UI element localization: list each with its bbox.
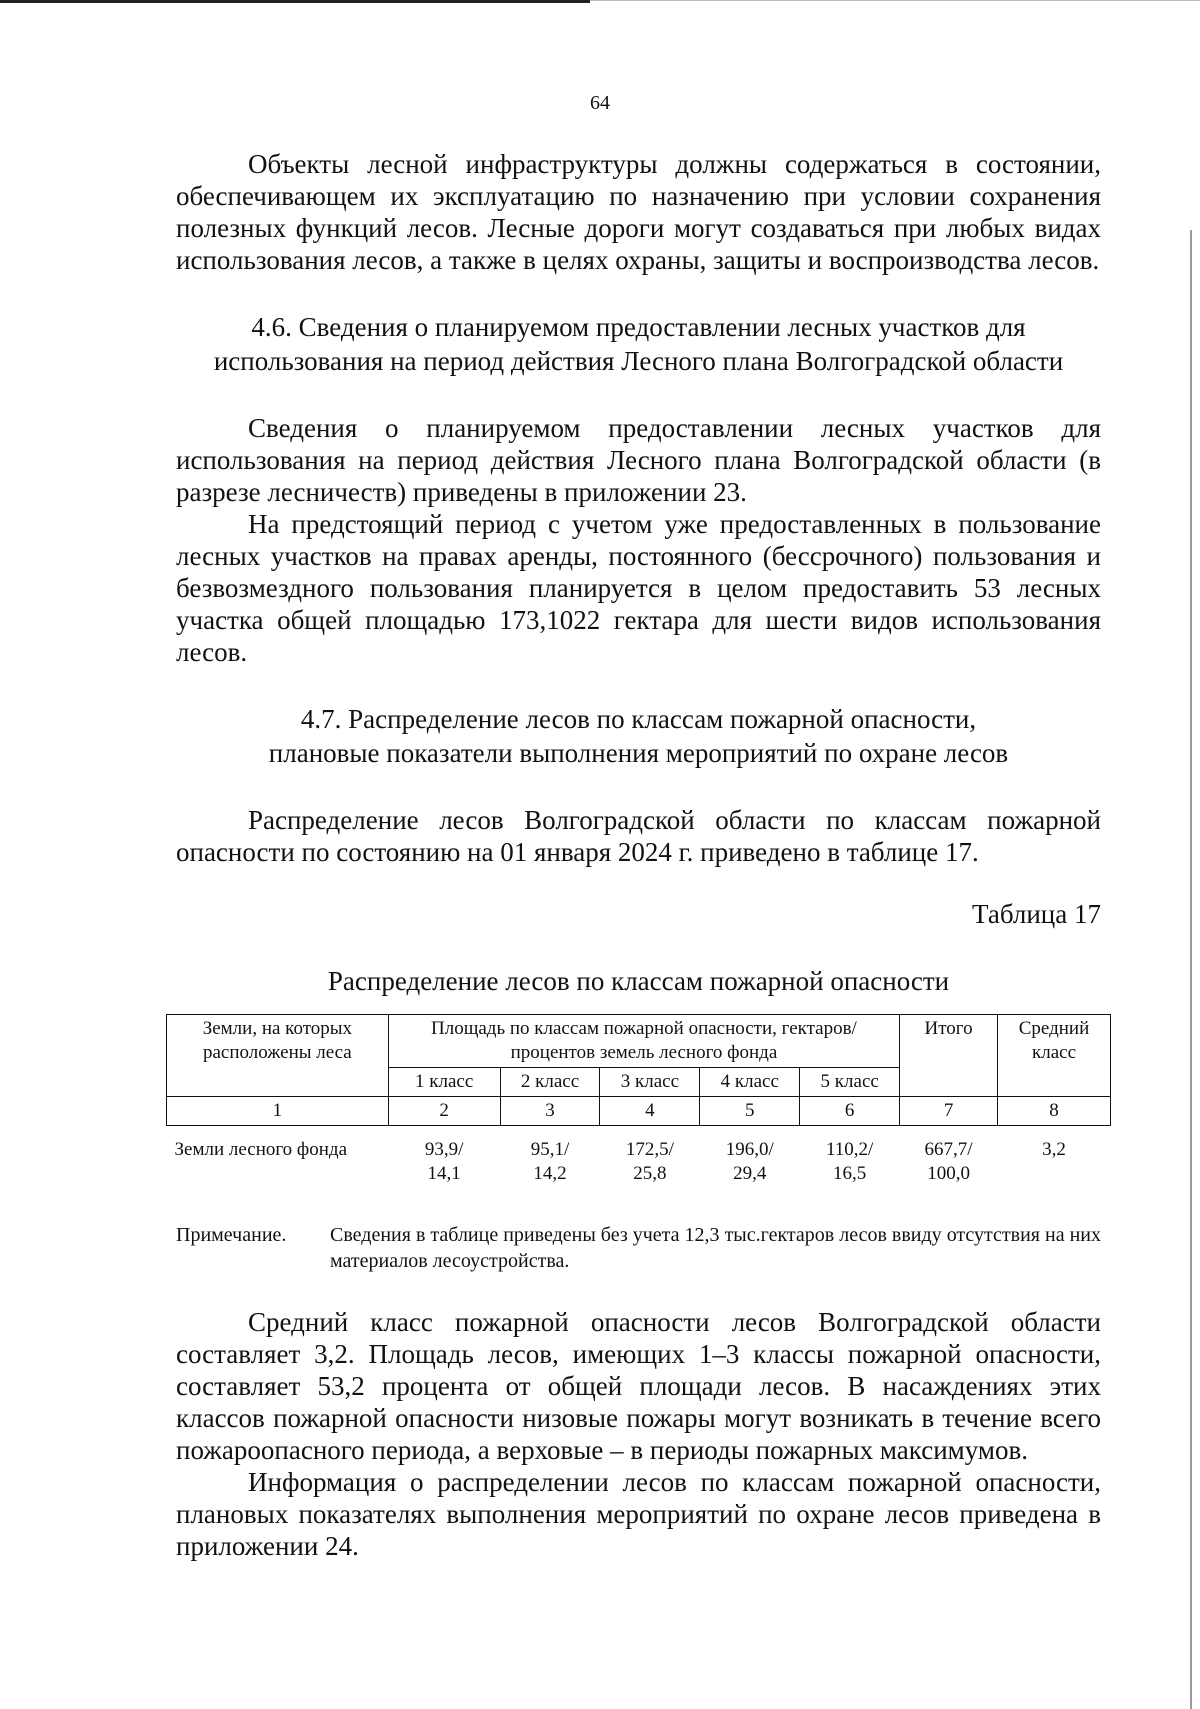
paragraph-4-7-b: Средний класс пожарной опасности лесов Волгоградской области составляет 3,2. Площадь лесов, имеющих 1–3 классы пожарной опасности, составляет 53,2 процента от общей площади лесов. В насаждениях этих классов пожарной опасности низовые пожары могут возникать в течение всего пожароопасного периода, а верховые – в периоды пожарных максимумов. <box>176 1307 1101 1465</box>
table-label: Таблица 17 <box>972 899 1101 929</box>
paragraph-4-7-c: Информация о распределении лесов по классам пожарной опасности, плановых показателях выполнения мероприятий по охране лесов приведена в приложении 24. <box>176 1467 1101 1561</box>
row-label: Земли лесного фонда <box>174 1139 348 1160</box>
header-class-3: 3 класс <box>600 1068 700 1097</box>
column-number: 8 <box>998 1097 1111 1126</box>
column-number: 5 <box>700 1097 800 1126</box>
header-class-5: 5 класс <box>800 1068 900 1097</box>
header-average-class: Средний класс <box>998 1015 1111 1097</box>
cell-average-class: 3,2 <box>1042 1139 1066 1160</box>
column-number: 4 <box>600 1097 700 1126</box>
note-text: Сведения в таблице приведены без учета 12,3 тыс.гектаров лесов ввиду отсутствия на них материалов лесоустройства. <box>330 1224 1101 1272</box>
column-number: 1 <box>167 1097 389 1126</box>
table-note <box>176 1222 1101 1274</box>
column-number: 2 <box>388 1097 500 1126</box>
header-class-1: 1 класс <box>388 1068 500 1097</box>
cell-class-2: 95,1/ 14,2 <box>530 1139 570 1184</box>
heading-4-7-line2: плановые показатели выполнения мероприятий по охране лесов <box>268 738 1009 768</box>
note-label: Примечание. <box>176 1224 287 1246</box>
paragraph-4-7-a: Распределение лесов Волгоградской области по классам пожарной опасности по состоянию на 01 января 2024 г. приведено в таблице 17. <box>176 805 1101 867</box>
scan-top-border <box>0 0 590 3</box>
cell-class-4: 196,0/ 29,4 <box>725 1139 774 1184</box>
cell-total: 667,7/ 100,0 <box>924 1139 973 1184</box>
column-number: 6 <box>800 1097 900 1126</box>
cell-class-5: 110,2/ 16,5 <box>826 1139 874 1184</box>
paragraph-4-6-a: Сведения о планируемом предоставлении лесных участков для использования на период действия Лесного плана Волгоградской области (в разрезе лесничеств) приведены в приложении 23. <box>176 413 1101 507</box>
column-number: 3 <box>500 1097 600 1126</box>
header-class-2: 2 класс <box>500 1068 600 1097</box>
scan-top-border-faint <box>590 0 1200 1</box>
header-total: Итого <box>900 1015 998 1097</box>
document-body <box>176 148 1101 1562</box>
cell-class-1: 93,9/ 14,1 <box>424 1139 464 1184</box>
table-row <box>167 1126 1111 1189</box>
fire-class-table <box>166 1014 1111 1188</box>
paragraph-4-6-b: На предстоящий период с учетом уже предоставленных в пользование лесных участков на правах аренды, постоянного (бессрочного) пользования и безвозмездного пользования планируется в целом предоставить 53 лесных участка общей площадью 173,1022 гектара для шести видов использования лесов. <box>176 509 1101 667</box>
scan-right-edge <box>1190 230 1192 1709</box>
page-number: 64 <box>590 92 610 114</box>
paragraph-infrastructure: Объекты лесной инфраструктуры должны содержаться в состоянии, обеспечивающем их эксплуатацию по назначению при условии сохранения полезных функций лесов. Лесные дороги могут создаваться при любых видах использования лесов, а также в целях охраны, защиты и воспроизводства лесов. <box>176 149 1101 275</box>
header-area: Площадь по классам пожарной опасности, гектаров/процентов земель лесного фонда <box>388 1015 899 1068</box>
heading-4-7-line1: 4.7. Распределение лесов по классам пожарной опасности, <box>300 704 977 734</box>
cell-class-3: 172,5/ 25,8 <box>625 1139 674 1184</box>
header-class-4: 4 класс <box>700 1068 800 1097</box>
header-lands: Земли, на которых расположены леса <box>167 1015 389 1097</box>
table-title: Распределение лесов по классам пожарной опасности <box>327 966 950 996</box>
column-number: 7 <box>900 1097 998 1126</box>
heading-4-6: 4.6. Сведения о планируемом предоставлении лесных участков для использования на период действия Лесного плана Волгоградской области <box>213 312 1064 376</box>
